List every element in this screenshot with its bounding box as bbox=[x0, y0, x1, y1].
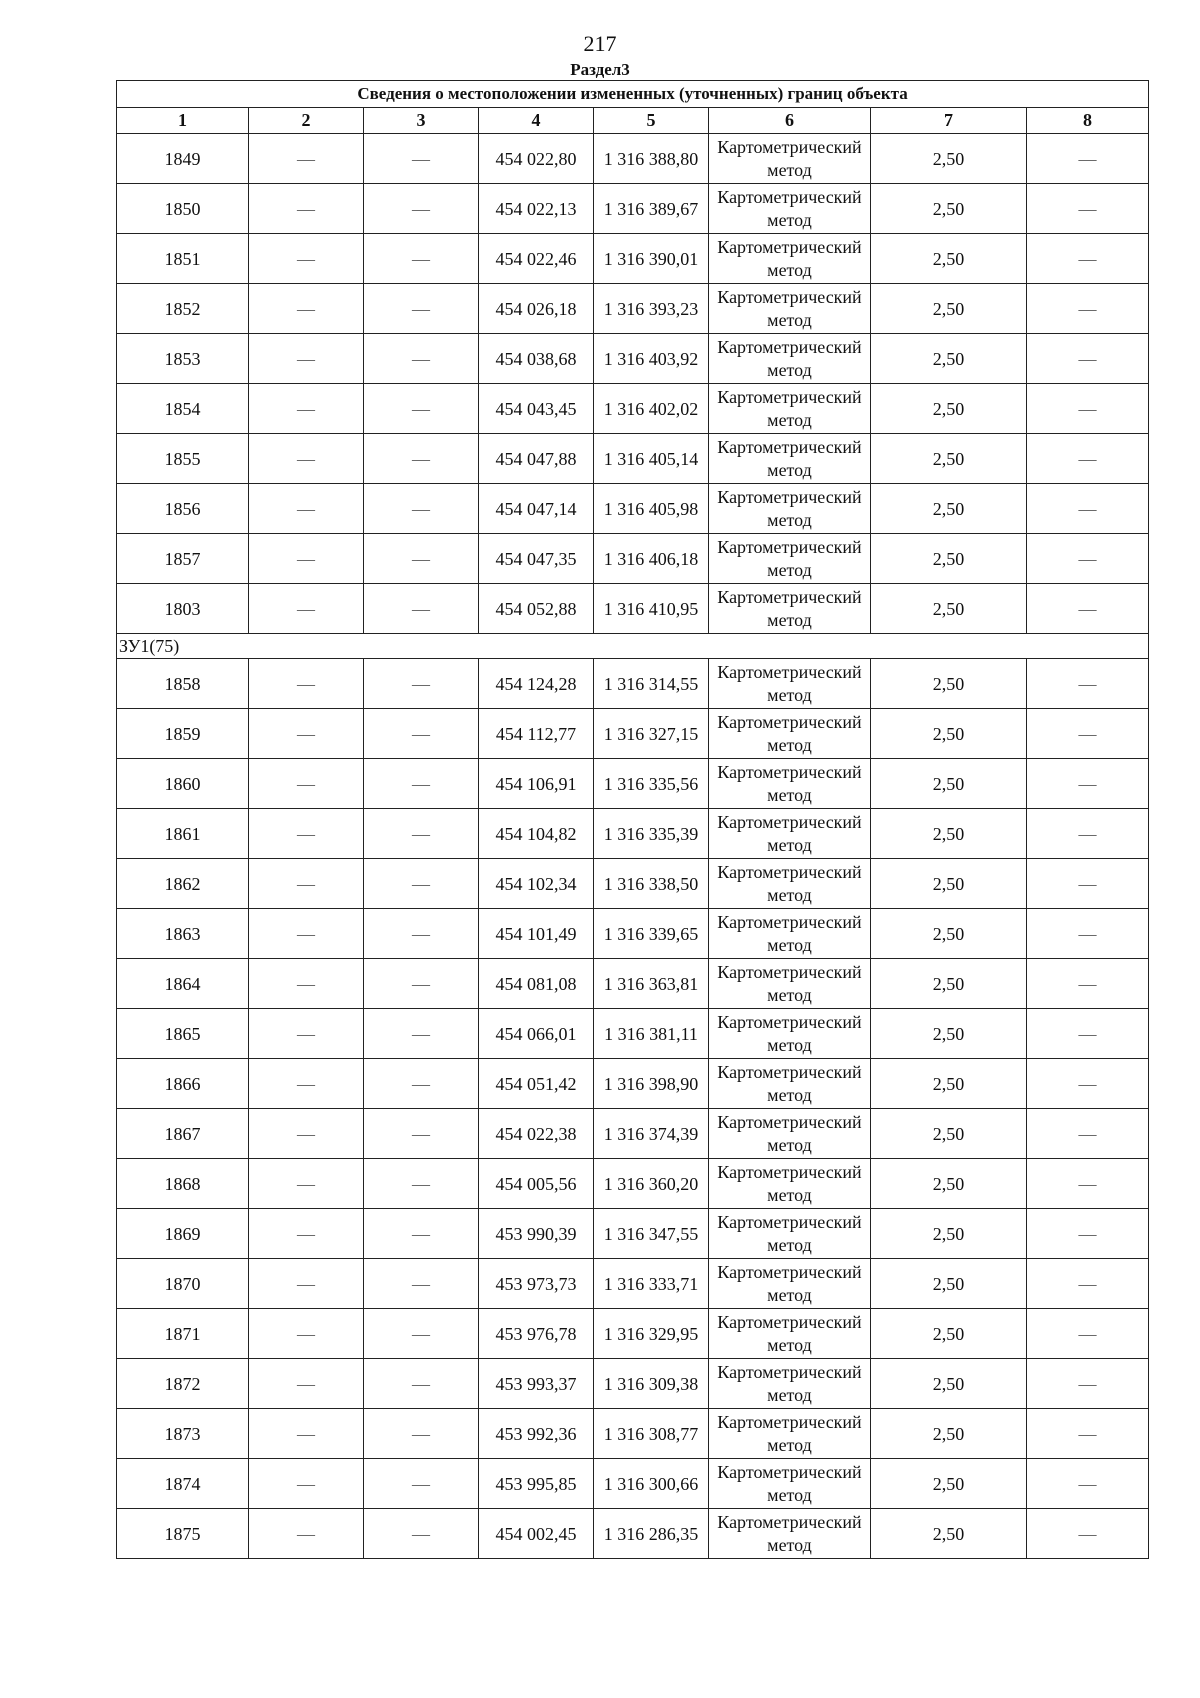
column-header: 7 bbox=[871, 108, 1027, 134]
accuracy-cell: 2,50 bbox=[871, 759, 1027, 809]
y-coordinate-cell: 1 316 338,50 bbox=[594, 859, 709, 909]
point-number-cell: 1853 bbox=[117, 334, 249, 384]
col2-cell: — bbox=[249, 1359, 364, 1409]
y-coordinate-cell: 1 316 390,01 bbox=[594, 234, 709, 284]
x-coordinate-cell: 454 066,01 bbox=[479, 1009, 594, 1059]
x-coordinate-cell: 454 047,35 bbox=[479, 534, 594, 584]
col2-cell: — bbox=[249, 1159, 364, 1209]
method-cell: Картометрический метод bbox=[709, 584, 871, 634]
column-header: 2 bbox=[249, 108, 364, 134]
y-coordinate-cell: 1 316 300,66 bbox=[594, 1459, 709, 1509]
x-coordinate-cell: 454 022,38 bbox=[479, 1109, 594, 1159]
point-number-cell: 1875 bbox=[117, 1509, 249, 1559]
table-row bbox=[117, 1509, 1149, 1559]
page-number: 217 bbox=[583, 31, 617, 56]
y-coordinate-cell: 1 316 405,14 bbox=[594, 434, 709, 484]
y-coordinate-cell: 1 316 363,81 bbox=[594, 959, 709, 1009]
x-coordinate-cell: 454 101,49 bbox=[479, 909, 594, 959]
accuracy-cell: 2,50 bbox=[871, 1009, 1027, 1059]
col2-cell: — bbox=[249, 584, 364, 634]
col8-cell: — bbox=[1027, 809, 1149, 859]
group-label: ЗУ1(75) bbox=[117, 634, 1149, 659]
col2-cell: — bbox=[249, 1209, 364, 1259]
col2-cell: — bbox=[249, 1259, 364, 1309]
point-number-cell: 1850 bbox=[117, 184, 249, 234]
col3-cell: — bbox=[364, 384, 479, 434]
y-coordinate-cell: 1 316 314,55 bbox=[594, 659, 709, 709]
col3-cell: — bbox=[364, 809, 479, 859]
x-coordinate-cell: 454 081,08 bbox=[479, 959, 594, 1009]
col2-cell: — bbox=[249, 1509, 364, 1559]
point-number-cell: 1869 bbox=[117, 1209, 249, 1259]
table-row bbox=[117, 334, 1149, 384]
column-header: 6 bbox=[709, 108, 871, 134]
table-row bbox=[117, 184, 1149, 234]
accuracy-cell: 2,50 bbox=[871, 584, 1027, 634]
point-number-cell: 1852 bbox=[117, 284, 249, 334]
accuracy-cell: 2,50 bbox=[871, 1359, 1027, 1409]
accuracy-cell: 2,50 bbox=[871, 1059, 1027, 1109]
y-coordinate-cell: 1 316 381,11 bbox=[594, 1009, 709, 1059]
col3-cell: — bbox=[364, 1109, 479, 1159]
column-header: 1 bbox=[117, 108, 249, 134]
column-header: 8 bbox=[1027, 108, 1149, 134]
table-row bbox=[117, 1459, 1149, 1509]
col2-cell: — bbox=[249, 484, 364, 534]
table-row bbox=[117, 384, 1149, 434]
method-cell: Картометрический метод bbox=[709, 1409, 871, 1459]
col3-cell: — bbox=[364, 134, 479, 184]
x-coordinate-cell: 454 047,88 bbox=[479, 434, 594, 484]
x-coordinate-cell: 454 022,13 bbox=[479, 184, 594, 234]
table-row bbox=[117, 1209, 1149, 1259]
table-row bbox=[117, 1159, 1149, 1209]
point-number-cell: 1857 bbox=[117, 534, 249, 584]
accuracy-cell: 2,50 bbox=[871, 284, 1027, 334]
accuracy-cell: 2,50 bbox=[871, 184, 1027, 234]
y-coordinate-cell: 1 316 335,39 bbox=[594, 809, 709, 859]
method-cell: Картометрический метод bbox=[709, 184, 871, 234]
col3-cell: — bbox=[364, 1309, 479, 1359]
accuracy-cell: 2,50 bbox=[871, 859, 1027, 909]
table-row bbox=[117, 234, 1149, 284]
col2-cell: — bbox=[249, 134, 364, 184]
method-cell: Картометрический метод bbox=[709, 709, 871, 759]
point-number-cell: 1872 bbox=[117, 1359, 249, 1409]
col3-cell: — bbox=[364, 284, 479, 334]
col3-cell: — bbox=[364, 434, 479, 484]
col8-cell: — bbox=[1027, 1409, 1149, 1459]
col2-cell: — bbox=[249, 1009, 364, 1059]
point-number-cell: 1858 bbox=[117, 659, 249, 709]
accuracy-cell: 2,50 bbox=[871, 1459, 1027, 1509]
col8-cell: — bbox=[1027, 1509, 1149, 1559]
col2-cell: — bbox=[249, 659, 364, 709]
column-header: 5 bbox=[594, 108, 709, 134]
x-coordinate-cell: 453 993,37 bbox=[479, 1359, 594, 1409]
col8-cell: — bbox=[1027, 534, 1149, 584]
col8-cell: — bbox=[1027, 334, 1149, 384]
method-cell: Картометрический метод bbox=[709, 1159, 871, 1209]
point-number-cell: 1870 bbox=[117, 1259, 249, 1309]
table-caption-row bbox=[117, 81, 1149, 108]
method-cell: Картометрический метод bbox=[709, 959, 871, 1009]
column-header: 3 bbox=[364, 108, 479, 134]
col3-cell: — bbox=[364, 1209, 479, 1259]
col8-cell: — bbox=[1027, 1109, 1149, 1159]
column-header-row bbox=[117, 108, 1149, 134]
col3-cell: — bbox=[364, 1459, 479, 1509]
col3-cell: — bbox=[364, 534, 479, 584]
x-coordinate-cell: 454 038,68 bbox=[479, 334, 594, 384]
y-coordinate-cell: 1 316 327,15 bbox=[594, 709, 709, 759]
section-title: Раздел3 bbox=[570, 60, 630, 79]
accuracy-cell: 2,50 bbox=[871, 134, 1027, 184]
col2-cell: — bbox=[249, 1409, 364, 1459]
accuracy-cell: 2,50 bbox=[871, 709, 1027, 759]
point-number-cell: 1867 bbox=[117, 1109, 249, 1159]
col2-cell: — bbox=[249, 1109, 364, 1159]
method-cell: Картометрический метод bbox=[709, 284, 871, 334]
table-row bbox=[117, 659, 1149, 709]
accuracy-cell: 2,50 bbox=[871, 434, 1027, 484]
x-coordinate-cell: 454 051,42 bbox=[479, 1059, 594, 1109]
col2-cell: — bbox=[249, 1309, 364, 1359]
col3-cell: — bbox=[364, 659, 479, 709]
table-row bbox=[117, 534, 1149, 584]
x-coordinate-cell: 453 990,39 bbox=[479, 1209, 594, 1259]
col3-cell: — bbox=[364, 1409, 479, 1459]
method-cell: Картометрический метод bbox=[709, 659, 871, 709]
col8-cell: — bbox=[1027, 1359, 1149, 1409]
table-row bbox=[117, 709, 1149, 759]
point-number-cell: 1868 bbox=[117, 1159, 249, 1209]
col8-cell: — bbox=[1027, 1209, 1149, 1259]
accuracy-cell: 2,50 bbox=[871, 1259, 1027, 1309]
point-number-cell: 1874 bbox=[117, 1459, 249, 1509]
table-row bbox=[117, 759, 1149, 809]
table-row bbox=[117, 584, 1149, 634]
col2-cell: — bbox=[249, 759, 364, 809]
table-body bbox=[117, 81, 1149, 1559]
x-coordinate-cell: 454 043,45 bbox=[479, 384, 594, 434]
point-number-cell: 1863 bbox=[117, 909, 249, 959]
accuracy-cell: 2,50 bbox=[871, 1109, 1027, 1159]
y-coordinate-cell: 1 316 403,92 bbox=[594, 334, 709, 384]
table-row bbox=[117, 1259, 1149, 1309]
x-coordinate-cell: 454 022,80 bbox=[479, 134, 594, 184]
method-cell: Картометрический метод bbox=[709, 1459, 871, 1509]
col2-cell: — bbox=[249, 709, 364, 759]
boundary-table bbox=[116, 80, 1149, 1559]
col2-cell: — bbox=[249, 434, 364, 484]
method-cell: Картометрический метод bbox=[709, 534, 871, 584]
x-coordinate-cell: 454 026,18 bbox=[479, 284, 594, 334]
point-number-cell: 1866 bbox=[117, 1059, 249, 1109]
col2-cell: — bbox=[249, 1459, 364, 1509]
table-row bbox=[117, 484, 1149, 534]
col8-cell: — bbox=[1027, 1009, 1149, 1059]
accuracy-cell: 2,50 bbox=[871, 484, 1027, 534]
col8-cell: — bbox=[1027, 384, 1149, 434]
accuracy-cell: 2,50 bbox=[871, 1409, 1027, 1459]
col2-cell: — bbox=[249, 334, 364, 384]
method-cell: Картометрический метод bbox=[709, 384, 871, 434]
accuracy-cell: 2,50 bbox=[871, 1209, 1027, 1259]
point-number-cell: 1862 bbox=[117, 859, 249, 909]
col8-cell: — bbox=[1027, 484, 1149, 534]
col8-cell: — bbox=[1027, 1309, 1149, 1359]
x-coordinate-cell: 454 124,28 bbox=[479, 659, 594, 709]
col3-cell: — bbox=[364, 584, 479, 634]
col3-cell: — bbox=[364, 1359, 479, 1409]
accuracy-cell: 2,50 bbox=[871, 1159, 1027, 1209]
col3-cell: — bbox=[364, 1059, 479, 1109]
point-number-cell: 1851 bbox=[117, 234, 249, 284]
point-number-cell: 1860 bbox=[117, 759, 249, 809]
method-cell: Картометрический метод bbox=[709, 909, 871, 959]
y-coordinate-cell: 1 316 335,56 bbox=[594, 759, 709, 809]
y-coordinate-cell: 1 316 309,38 bbox=[594, 1359, 709, 1409]
table-row bbox=[117, 959, 1149, 1009]
table-row bbox=[117, 1359, 1149, 1409]
col8-cell: — bbox=[1027, 434, 1149, 484]
col8-cell: — bbox=[1027, 759, 1149, 809]
accuracy-cell: 2,50 bbox=[871, 809, 1027, 859]
col3-cell: — bbox=[364, 1509, 479, 1559]
x-coordinate-cell: 454 052,88 bbox=[479, 584, 594, 634]
x-coordinate-cell: 454 106,91 bbox=[479, 759, 594, 809]
table-row bbox=[117, 859, 1149, 909]
method-cell: Картометрический метод bbox=[709, 1009, 871, 1059]
method-cell: Картометрический метод bbox=[709, 1509, 871, 1559]
y-coordinate-cell: 1 316 389,67 bbox=[594, 184, 709, 234]
col3-cell: — bbox=[364, 234, 479, 284]
y-coordinate-cell: 1 316 374,39 bbox=[594, 1109, 709, 1159]
accuracy-cell: 2,50 bbox=[871, 1309, 1027, 1359]
point-number-cell: 1856 bbox=[117, 484, 249, 534]
table-caption: Сведения о местоположении измененных (уточненных) границ объекта bbox=[117, 81, 1149, 108]
y-coordinate-cell: 1 316 402,02 bbox=[594, 384, 709, 434]
point-number-cell: 1859 bbox=[117, 709, 249, 759]
method-cell: Картометрический метод bbox=[709, 1259, 871, 1309]
point-number-cell: 1803 bbox=[117, 584, 249, 634]
col3-cell: — bbox=[364, 759, 479, 809]
col3-cell: — bbox=[364, 484, 479, 534]
accuracy-cell: 2,50 bbox=[871, 534, 1027, 584]
col3-cell: — bbox=[364, 1009, 479, 1059]
col3-cell: — bbox=[364, 1259, 479, 1309]
col8-cell: — bbox=[1027, 709, 1149, 759]
col2-cell: — bbox=[249, 234, 364, 284]
point-number-cell: 1864 bbox=[117, 959, 249, 1009]
method-cell: Картометрический метод bbox=[709, 1209, 871, 1259]
method-cell: Картометрический метод bbox=[709, 434, 871, 484]
col2-cell: — bbox=[249, 809, 364, 859]
col8-cell: — bbox=[1027, 284, 1149, 334]
y-coordinate-cell: 1 316 398,90 bbox=[594, 1059, 709, 1109]
col8-cell: — bbox=[1027, 584, 1149, 634]
table-row bbox=[117, 1059, 1149, 1109]
table-row bbox=[117, 434, 1149, 484]
col3-cell: — bbox=[364, 334, 479, 384]
col8-cell: — bbox=[1027, 184, 1149, 234]
point-number-cell: 1855 bbox=[117, 434, 249, 484]
col2-cell: — bbox=[249, 184, 364, 234]
col3-cell: — bbox=[364, 859, 479, 909]
y-coordinate-cell: 1 316 388,80 bbox=[594, 134, 709, 184]
x-coordinate-cell: 453 976,78 bbox=[479, 1309, 594, 1359]
x-coordinate-cell: 453 992,36 bbox=[479, 1409, 594, 1459]
col3-cell: — bbox=[364, 1159, 479, 1209]
col8-cell: — bbox=[1027, 959, 1149, 1009]
col8-cell: — bbox=[1027, 234, 1149, 284]
col2-cell: — bbox=[249, 909, 364, 959]
x-coordinate-cell: 453 995,85 bbox=[479, 1459, 594, 1509]
col2-cell: — bbox=[249, 384, 364, 434]
point-number-cell: 1871 bbox=[117, 1309, 249, 1359]
x-coordinate-cell: 454 005,56 bbox=[479, 1159, 594, 1209]
method-cell: Картометрический метод bbox=[709, 759, 871, 809]
col8-cell: — bbox=[1027, 909, 1149, 959]
method-cell: Картометрический метод bbox=[709, 484, 871, 534]
accuracy-cell: 2,50 bbox=[871, 384, 1027, 434]
table-row bbox=[117, 1409, 1149, 1459]
method-cell: Картометрический метод bbox=[709, 1109, 871, 1159]
x-coordinate-cell: 454 102,34 bbox=[479, 859, 594, 909]
accuracy-cell: 2,50 bbox=[871, 334, 1027, 384]
accuracy-cell: 2,50 bbox=[871, 959, 1027, 1009]
method-cell: Картометрический метод bbox=[709, 1309, 871, 1359]
x-coordinate-cell: 453 973,73 bbox=[479, 1259, 594, 1309]
table-row bbox=[117, 1109, 1149, 1159]
y-coordinate-cell: 1 316 406,18 bbox=[594, 534, 709, 584]
y-coordinate-cell: 1 316 286,35 bbox=[594, 1509, 709, 1559]
table-row bbox=[117, 134, 1149, 184]
method-cell: Картометрический метод bbox=[709, 134, 871, 184]
accuracy-cell: 2,50 bbox=[871, 1509, 1027, 1559]
x-coordinate-cell: 454 047,14 bbox=[479, 484, 594, 534]
x-coordinate-cell: 454 112,77 bbox=[479, 709, 594, 759]
accuracy-cell: 2,50 bbox=[871, 909, 1027, 959]
point-number-cell: 1861 bbox=[117, 809, 249, 859]
method-cell: Картометрический метод bbox=[709, 1359, 871, 1409]
x-coordinate-cell: 454 104,82 bbox=[479, 809, 594, 859]
col3-cell: — bbox=[364, 709, 479, 759]
y-coordinate-cell: 1 316 410,95 bbox=[594, 584, 709, 634]
method-cell: Картометрический метод bbox=[709, 859, 871, 909]
col3-cell: — bbox=[364, 909, 479, 959]
group-label-row bbox=[117, 634, 1149, 659]
method-cell: Картометрический метод bbox=[709, 809, 871, 859]
table-row bbox=[117, 809, 1149, 859]
col8-cell: — bbox=[1027, 1159, 1149, 1209]
method-cell: Картометрический метод bbox=[709, 234, 871, 284]
table-row bbox=[117, 1009, 1149, 1059]
y-coordinate-cell: 1 316 347,55 bbox=[594, 1209, 709, 1259]
point-number-cell: 1873 bbox=[117, 1409, 249, 1459]
col8-cell: — bbox=[1027, 859, 1149, 909]
x-coordinate-cell: 454 022,46 bbox=[479, 234, 594, 284]
column-header: 4 bbox=[479, 108, 594, 134]
method-cell: Картометрический метод bbox=[709, 334, 871, 384]
accuracy-cell: 2,50 bbox=[871, 659, 1027, 709]
col8-cell: — bbox=[1027, 1059, 1149, 1109]
y-coordinate-cell: 1 316 308,77 bbox=[594, 1409, 709, 1459]
y-coordinate-cell: 1 316 329,95 bbox=[594, 1309, 709, 1359]
col8-cell: — bbox=[1027, 659, 1149, 709]
table-row bbox=[117, 284, 1149, 334]
col2-cell: — bbox=[249, 534, 364, 584]
x-coordinate-cell: 454 002,45 bbox=[479, 1509, 594, 1559]
y-coordinate-cell: 1 316 360,20 bbox=[594, 1159, 709, 1209]
accuracy-cell: 2,50 bbox=[871, 234, 1027, 284]
col3-cell: — bbox=[364, 184, 479, 234]
y-coordinate-cell: 1 316 405,98 bbox=[594, 484, 709, 534]
col3-cell: — bbox=[364, 959, 479, 1009]
col2-cell: — bbox=[249, 284, 364, 334]
table-row bbox=[117, 1309, 1149, 1359]
col2-cell: — bbox=[249, 1059, 364, 1109]
col8-cell: — bbox=[1027, 1259, 1149, 1309]
method-cell: Картометрический метод bbox=[709, 1059, 871, 1109]
y-coordinate-cell: 1 316 333,71 bbox=[594, 1259, 709, 1309]
y-coordinate-cell: 1 316 339,65 bbox=[594, 909, 709, 959]
col2-cell: — bbox=[249, 959, 364, 1009]
y-coordinate-cell: 1 316 393,23 bbox=[594, 284, 709, 334]
point-number-cell: 1865 bbox=[117, 1009, 249, 1059]
table-row bbox=[117, 909, 1149, 959]
col2-cell: — bbox=[249, 859, 364, 909]
col8-cell: — bbox=[1027, 134, 1149, 184]
point-number-cell: 1854 bbox=[117, 384, 249, 434]
col8-cell: — bbox=[1027, 1459, 1149, 1509]
point-number-cell: 1849 bbox=[117, 134, 249, 184]
